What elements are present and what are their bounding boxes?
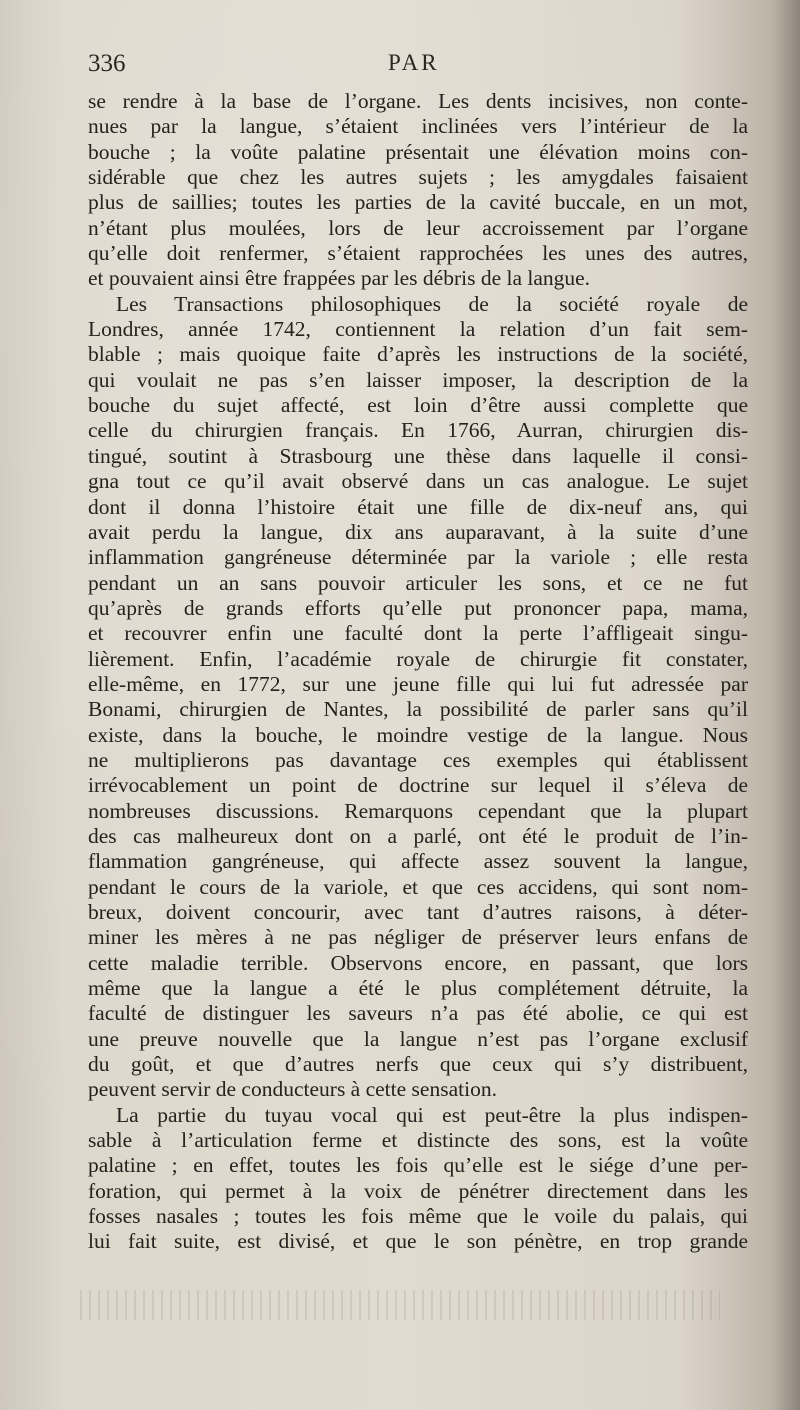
page-edge-shadow — [774, 0, 800, 1410]
text-line: n’étant plus moulées, lors de leur accroissement par l’organe — [88, 215, 748, 240]
page-number: 336 — [88, 50, 126, 77]
text-line: sidérable que chez les autres sujets ; les amygdales faisaient — [88, 165, 748, 190]
text-line: pendant un an sans pouvoir articuler les sons, et ce ne fut — [88, 570, 748, 595]
text-line: du goût, et que d’autres nerfs que ceux qui s’y distribuent, — [88, 1052, 748, 1077]
text-line: Londres, année 1742, contiennent la relation d’un fait sem- — [88, 317, 748, 342]
text-line: celle du chirurgien français. En 1766, Aurran, chirurgien dis- — [88, 418, 748, 443]
text-line: et pouvaient ainsi être frappées par les débris de la langue. — [88, 266, 591, 291]
text-line: gna tout ce qu’il avait observé dans un cas analogue. Le sujet — [88, 469, 748, 494]
text-line: pendant le cours de la variole, et que ces accidens, qui sont nom- — [88, 874, 748, 899]
text-line: lièrement. Enfin, l’académie royale de chirurgie fit constater, — [88, 646, 748, 671]
text-line: avait perdu la langue, dix ans auparavant, à la suite d’une — [88, 519, 748, 544]
text-line: existe, dans la bouche, le moindre vestige de la langue. Nous — [88, 722, 748, 747]
text-line: irrévocablement un point de doctrine sur lequel il s’éleva de — [88, 773, 748, 798]
text-line: même que la langue a été le plus complétement détruite, la — [88, 976, 748, 1001]
bleed-through-smudge — [80, 1290, 720, 1320]
text-line: dont il donna l’histoire était une fille de dix-neuf ans, qui — [88, 494, 748, 519]
text-line: qu’après de grands efforts qu’elle put prononcer papa, mama, — [88, 595, 748, 620]
text-line: des cas malheureux dont on a parlé, ont été le produit de l’in- — [88, 823, 748, 848]
text-line: cette maladie terrible. Observons encore, en passant, que lors — [88, 950, 748, 975]
text-line: bouche ; la voûte palatine présentait une élévation moins con- — [88, 139, 748, 164]
text-line: bouche du sujet affecté, est loin d’être aussi complette que — [88, 393, 748, 418]
text-line: foration, qui permet à la voix de pénétrer directement dans les — [88, 1178, 748, 1203]
text-line: nombreuses discussions. Remarquons cependant que la plupart — [88, 798, 748, 823]
text-line: tingué, soutint à Strasbourg une thèse dans laquelle il consi- — [88, 443, 748, 468]
text-line: La partie du tuyau vocal qui est peut-être la plus indispen- — [116, 1102, 748, 1127]
text-line: et recouvrer enfin une faculté dont la perte l’affligeait singu- — [88, 621, 748, 646]
text-line: qu’elle doit renfermer, s’étaient rapprochées les unes des autres, — [88, 241, 748, 266]
running-head: PAR — [388, 50, 440, 75]
text-line: flammation gangréneuse, qui affecte assez souvent la langue, — [88, 849, 748, 874]
text-line: fosses nasales ; toutes les fois même que le voile du palais, qui — [88, 1204, 748, 1229]
text-line: sable à l’articulation ferme et distincte des sons, est la voûte — [88, 1128, 748, 1153]
text-line: plus de saillies; toutes les parties de la cavité buccale, en un mot, — [88, 190, 748, 215]
text-line: une preuve nouvelle que la langue n’est pas l’organe exclusif — [88, 1026, 748, 1051]
text-line: qui voulait ne pas s’en laisser imposer, la description de la — [88, 367, 748, 392]
text-line: ne multiplierons pas davantage ces exemples qui établissent — [88, 747, 748, 772]
text-line: inflammation gangréneuse déterminée par la variole ; elle resta — [88, 545, 748, 570]
text-line: breux, doivent concourir, avec tant d’autres raisons, à déter- — [88, 900, 748, 924]
text-line: se rendre à la base de l’organe. Les dents incisives, non conte- — [88, 89, 748, 113]
body-text — [88, 89, 748, 1255]
page-header — [88, 50, 754, 84]
text-line: Bonami, chirurgien de Nantes, la possibilité de parler sans qu’il — [88, 697, 748, 722]
text-line: miner les mères à ne pas négliger de préserver leurs enfans de — [88, 925, 748, 950]
text-line: elle-même, en 1772, sur une jeune fille qui lui fut adressée par — [88, 671, 748, 696]
text-line: Les Transactions philosophiques de la société royale de — [116, 291, 748, 316]
text-line: lui fait suite, est divisé, et que le son pénètre, en trop grande — [88, 1229, 748, 1254]
text-line: palatine ; en effet, toutes les fois qu’elle est le siége d’une per- — [88, 1153, 748, 1178]
text-line: nues par la langue, s’étaient inclinées vers l’intérieur de la — [88, 114, 748, 139]
text-line: faculté de distinguer les saveurs n’a pas été abolie, ce qui est — [88, 1001, 748, 1026]
text-line: blable ; mais quoique faite d’après les instructions de la société, — [88, 342, 748, 367]
text-line: peuvent servir de conducteurs à cette sensation. — [88, 1077, 497, 1102]
